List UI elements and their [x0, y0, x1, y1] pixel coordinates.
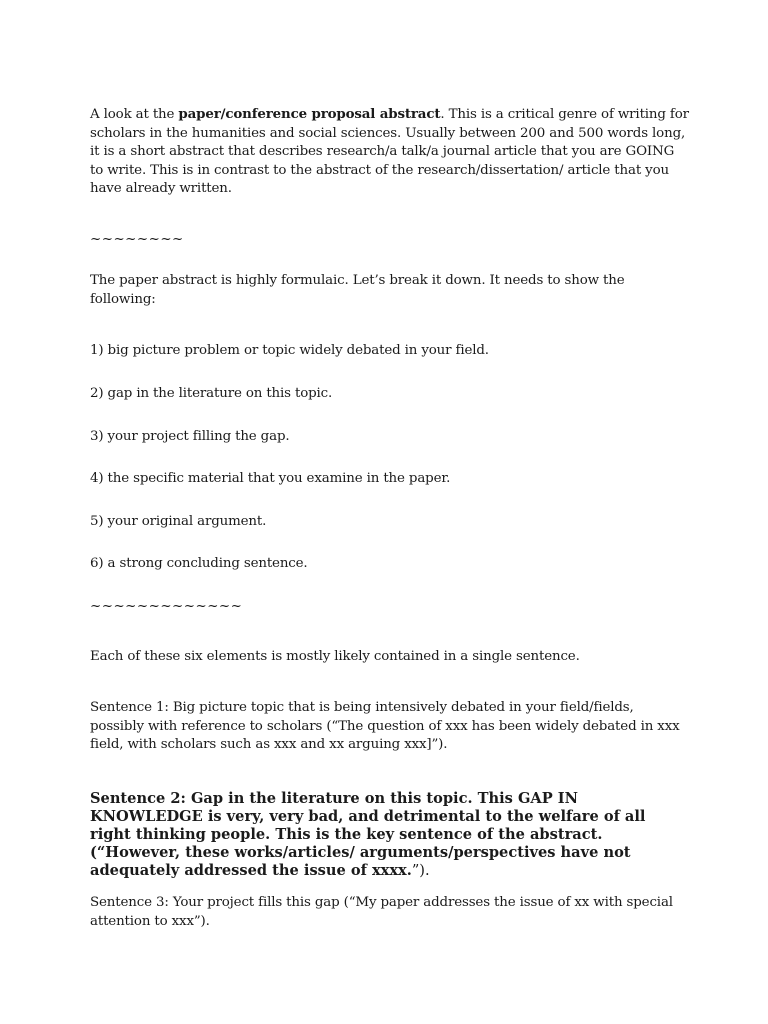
list-item-1: 1) big picture problem or topic widely debated in your field.: [90, 343, 489, 359]
list-item-5: 5) your original argument.: [90, 514, 267, 530]
sentence-2-bold-text: Sentence 2: Gap in the literature on this topic. This GAP IN KNOWLEDGE is very, very bad, and detrimental to the welfare of all right thinking people. This is the key sentence of the abstract. (“However, these works/articles/ arguments/perspectives have not adequately addressed the issue of xxxx.: [90, 789, 646, 879]
breakdown-paragraph: The paper abstract is highly formulaic. Let’s break it down. It needs to show the following:: [90, 273, 625, 307]
sentence-2-end: ”).: [411, 861, 430, 879]
intro-paragraph: [90, 105, 690, 199]
list-item-2: 2) gap in the literature on this topic.: [90, 386, 333, 402]
sentence-1-paragraph: Sentence 1: Big picture topic that is being intensively debated in your field/fields, possibly with reference to scholars (“The question of xxx has been widely debated in xxx field, with scholars such as xxx and xx arguing xxx]”).: [90, 700, 680, 753]
list-item-6: 6) a strong concluding sentence.: [90, 556, 308, 572]
sentence-2-paragraph: [90, 790, 690, 880]
sentence-3-paragraph: Sentence 3: Your project fills this gap (“My paper addresses the issue of xx with special attention to xxx”).: [90, 895, 673, 929]
list-item-3: 3) your project filling the gap.: [90, 429, 290, 445]
divider-1: ~~~~~~~~: [90, 232, 184, 248]
six-elements-paragraph: Each of these six elements is mostly likely contained in a single sentence.: [90, 649, 580, 665]
intro-text-start: A look at the: [90, 107, 179, 123]
divider-2: ~~~~~~~~~~~~~: [90, 599, 243, 615]
intro-bold-term: paper/conference proposal abstract: [178, 106, 441, 123]
intro-text-rest: . This is a critical genre of writing for scholars in the humanities and social sciences. Usually between 200 and 500 words long, it is a short abstract that describes research/a talk/a journal article that you are GOING to write. This is in contrast to the abstract of the research/dissertation/ article that you have already written.: [90, 107, 689, 197]
list-item-4: 4) the specific material that you examine in the paper.: [90, 471, 451, 487]
